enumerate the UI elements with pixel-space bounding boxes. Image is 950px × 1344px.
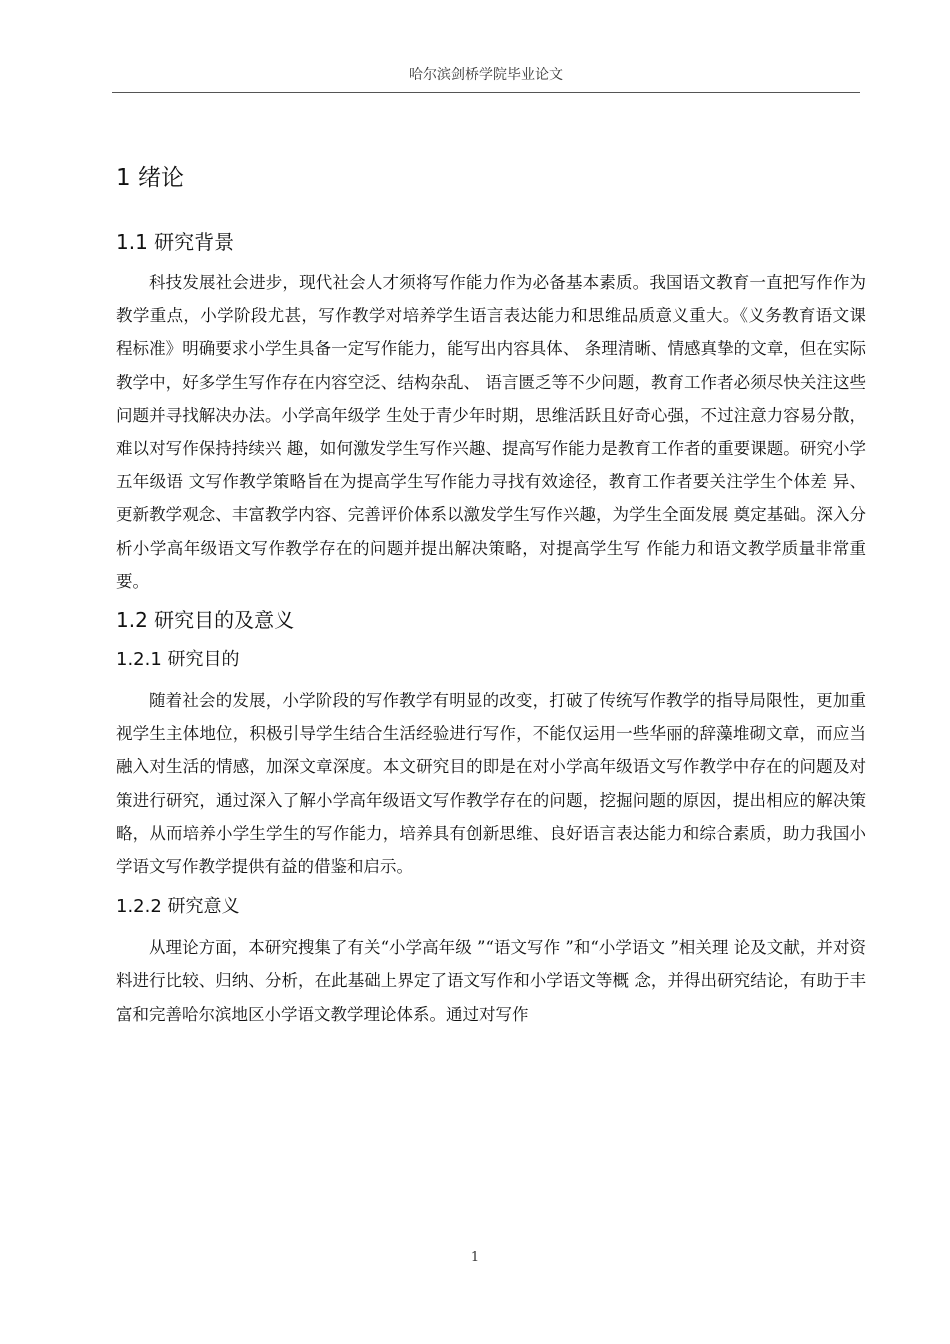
section-heading-1-1: 1.1 研究背景 xyxy=(116,230,235,254)
section-heading-1-2: 1.2 研究目的及意义 xyxy=(116,608,295,633)
paragraph-research-significance: 从理论方面，本研究搜集了有关“小学高年级 ”“语文写作 ”和“小学语文 ”相关理 论及文献，并对资料进行比较、归纳、分析，在此基础上界定了语文写作和小学语文等概 念，并得出研究结论，有助于丰富和完善哈尔滨地区小学语文教学理论体系。通过对写作 xyxy=(116,938,866,1024)
chapter-title: 1 绪论 xyxy=(116,165,184,191)
paragraph-research-background: 科技发展社会进步，现代社会人才须将写作能力作为必备基本素质。我国语文教育一直把写作作为教学重点，小学阶段尤甚，写作教学对培养学生语言表达能力和思维品质意义重大。《义务教育语文课程标准》明确要求小学生具备一定写作能力，能写出内容具体、 条理清晰、情感真挚的文章，但在实际教学中，好多学生写作存在内容空泛、结构杂乱、 语言匮乏等不少问题，教育工作者必须尽快关注这些问题并寻找解决办法。小学高年级学 生处于青少年时期，思维活跃且好奇心强，不过注意力容易分散，难以对写作保持持续兴 趣，如何激发学生写作兴趣、提高写作能力是教育工作者的重要课题。研究小学五年级语 文写作教学策略旨在为提高学生写作能力寻找有效途径，教育工作者要关注学生个体差 异、更新教学观念、丰富教学内容、完善评价体系以激发学生写作兴趣，为学生全面发展 奠定基础。深入分析小学高年级语文写作教学存在的问题并提出解决策略，对提高学生写 作能力和语文教学质量非常重要。 xyxy=(116,273,866,591)
page-body xyxy=(116,160,866,1031)
running-header xyxy=(112,62,860,93)
subsection-heading-1-2-2: 1.2.2 研究意义 xyxy=(116,896,240,918)
running-header-title: 哈尔滨剑桥学院毕业论文 xyxy=(409,67,563,83)
subsection-heading-1-2-1: 1.2.1 研究目的 xyxy=(116,649,240,671)
page-number: 1 xyxy=(470,1250,480,1265)
paragraph-research-purpose: 随着社会的发展，小学阶段的写作教学有明显的改变，打破了传统写作教学的指导局限性，更加重视学生主体地位，积极引导学生结合生活经验进行写作，不能仅运用一些华丽的辞藻堆砌文章，而应当融入对生活的情感，加深文章深度。本文研究目的即是在对小学高年级语文写作教学中存在的问题及对策进行研究，通过深入了解小学高年级语文写作教学存在的问题，挖掘问题的原因，提出相应的解决策略，从而培养小学生学生的写作能力，培养具有创新思维、良好语言表达能力和综合素质，助力我国小学语文写作教学提供有益的借鉴和启示。 xyxy=(116,691,866,877)
